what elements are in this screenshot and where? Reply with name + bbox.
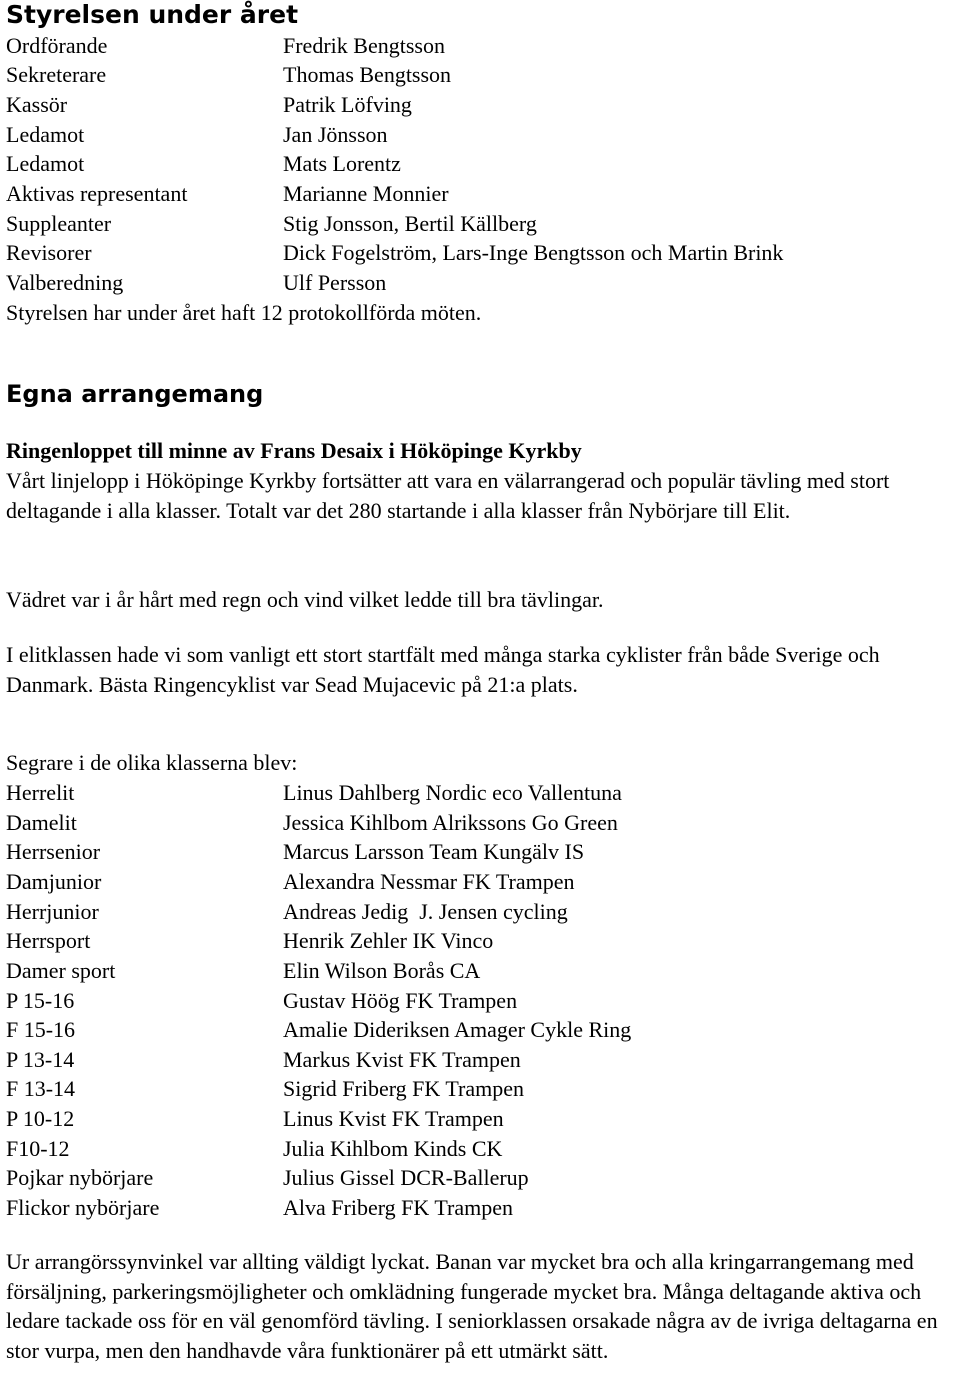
- board-member: Fredrik Bengtsson: [283, 33, 445, 58]
- events-heading: Egna arrangemang: [6, 380, 264, 408]
- winner-name: Julia Kihlbom Kinds CK: [283, 1136, 503, 1161]
- board-role: Ledamot: [6, 122, 85, 147]
- winner-class: Damelit: [6, 810, 77, 835]
- winner-name: Sigrid Friberg FK Trampen: [283, 1076, 525, 1101]
- board-member: Jan Jönsson: [283, 122, 388, 147]
- board-heading: Styrelsen under året: [6, 0, 299, 29]
- winner-class: F 15-16: [6, 1017, 76, 1042]
- meetings-note: Styrelsen har under året haft 12 protokollförda möten.: [6, 300, 482, 325]
- winner-name: Julius Gissel DCR-Ballerup: [283, 1165, 529, 1190]
- winner-class: Flickor nybörjare: [6, 1195, 160, 1220]
- winner-class: F 13-14: [6, 1076, 76, 1101]
- race-title: Ringenloppet till minne av Frans Desaix i Hököpinge Kyrkby: [6, 438, 582, 463]
- winner-name: Linus Dahlberg Nordic eco Vallentuna: [283, 780, 622, 805]
- winner-name: Alexandra Nessmar FK Trampen: [283, 869, 575, 894]
- winner-class: Herrjunior: [6, 899, 99, 924]
- board-member: Thomas Bengtsson: [283, 62, 452, 87]
- weather-paragraph: Vädret var i år hårt med regn och vind vilket ledde till bra tävlingar.: [6, 587, 604, 612]
- winner-name: Linus Kvist FK Trampen: [283, 1106, 504, 1131]
- winner-name: Elin Wilson Borås CA: [283, 958, 481, 983]
- winner-class: P 13-14: [6, 1047, 75, 1072]
- board-member: Stig Jonsson, Bertil Källberg: [283, 211, 537, 236]
- winner-class: Herrsport: [6, 928, 91, 953]
- winner-class: P 10-12: [6, 1106, 75, 1131]
- board-role: Revisorer: [6, 240, 92, 265]
- winner-name: Alva Friberg FK Trampen: [283, 1195, 513, 1220]
- winner-name: Markus Kvist FK Trampen: [283, 1047, 521, 1072]
- winner-class: Pojkar nybörjare: [6, 1165, 154, 1190]
- winner-class: Herrsenior: [6, 839, 101, 864]
- board-role: Valberedning: [6, 270, 124, 295]
- board-member: Dick Fogelström, Lars-Inge Bengtsson och Martin Brink: [283, 240, 784, 265]
- board-member: Marianne Monnier: [283, 181, 449, 206]
- board-member: Patrik Löfving: [283, 92, 412, 117]
- winners-intro: Segrare i de olika klasserna blev:: [6, 750, 298, 775]
- board-role: Suppleanter: [6, 211, 112, 236]
- winner-class: Damer sport: [6, 958, 116, 983]
- winner-name: Henrik Zehler IK Vinco: [283, 928, 494, 953]
- race-paragraph: Vårt linjelopp i Hököpinge Kyrkby fortsätter att vara en välarrangerad och populär tävling med stort deltagande i alla klasser. Totalt var det 280 startande i alla klasser från Nybörjare till Elit.: [6, 468, 890, 523]
- board-role: Ledamot: [6, 151, 85, 176]
- winner-name: Gustav Höög FK Trampen: [283, 988, 518, 1013]
- winner-name: Andreas Jedig J. Jensen cycling: [283, 899, 568, 924]
- board-role: Sekreterare: [6, 62, 107, 87]
- winner-class: Herrelit: [6, 780, 75, 805]
- board-member: Ulf Persson: [283, 270, 387, 295]
- board-role: Aktivas representant: [6, 181, 188, 206]
- winner-name: Jessica Kihlbom Alrikssons Go Green: [283, 810, 618, 835]
- winner-class: Damjunior: [6, 869, 102, 894]
- winner-name: Amalie Dideriksen Amager Cykle Ring: [283, 1017, 632, 1042]
- board-member: Mats Lorentz: [283, 151, 401, 176]
- closing-paragraph: Ur arrangörssynvinkel var allting väldigt lyckat. Banan var mycket bra och alla kringarrangemang med försäljning, parkeringsmöjligheter och omklädning fungerade mycket bra. Många deltagande aktiva och ledare tackade oss för en väl genomförd tävling. I seniorklassen orsakade några av de ivriga deltagarna en stor vurpa, men den handhavde våra funktionärer på ett utmärkt sätt.: [6, 1249, 938, 1364]
- board-role: Ordförande: [6, 33, 108, 58]
- elite-paragraph: I elitklassen hade vi som vanligt ett stort startfält med många starka cyklister från både Sverige och Danmark. Bästa Ringencyklist var Sead Mujacevic på 21:a plats.: [6, 642, 880, 697]
- board-role: Kassör: [6, 92, 68, 117]
- winner-class: F10-12: [6, 1136, 70, 1161]
- winner-name: Marcus Larsson Team Kungälv IS: [283, 839, 585, 864]
- winner-class: P 15-16: [6, 988, 75, 1013]
